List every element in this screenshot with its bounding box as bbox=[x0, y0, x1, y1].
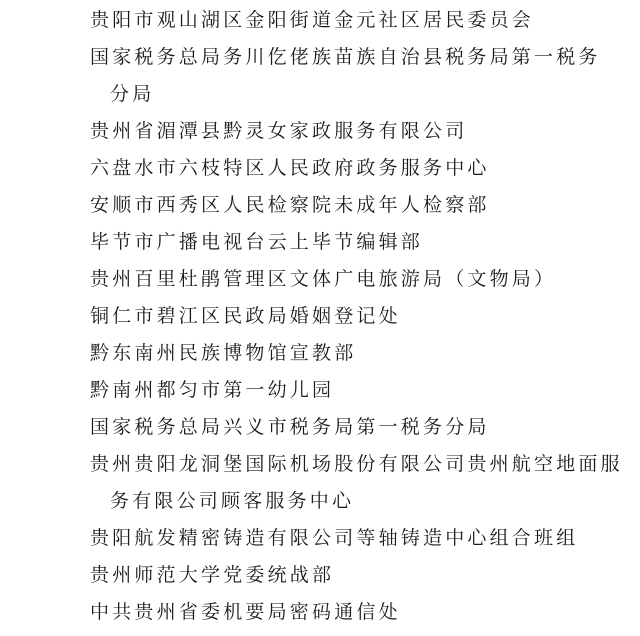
entry-line: 黔东南州民族博物馆宣教部 bbox=[90, 342, 357, 364]
entry-line-continuation: 务有限公司顾客服务中心 bbox=[110, 490, 355, 512]
list-item bbox=[90, 261, 620, 298]
list-item bbox=[90, 187, 620, 224]
entry-line: 黔南州都匀市第一幼儿园 bbox=[90, 379, 335, 401]
list-item bbox=[90, 446, 623, 520]
entry-line: 安顺市西秀区人民检察院未成年人检察部 bbox=[90, 194, 490, 216]
list-item bbox=[90, 372, 620, 409]
list-item bbox=[90, 409, 620, 446]
entry-line: 贵阳航发精密铸造有限公司等轴铸造中心组合班组 bbox=[90, 527, 579, 549]
entry-line: 铜仁市碧江区民政局婚姻登记处 bbox=[90, 305, 401, 327]
list-item bbox=[90, 520, 620, 557]
list-item bbox=[90, 39, 620, 113]
entry-line-continuation: 分局 bbox=[110, 83, 155, 105]
list-item bbox=[90, 113, 620, 150]
entry-line: 国家税务总局兴义市税务局第一税务分局 bbox=[90, 416, 490, 438]
entry-line: 毕节市广播电视台云上毕节编辑部 bbox=[90, 231, 424, 253]
entry-line: 贵阳市观山湖区金阳街道金元社区居民委员会 bbox=[90, 9, 535, 31]
entry-line: 国家税务总局务川仡佬族苗族自治县税务局第一税务 bbox=[90, 46, 601, 68]
list-item bbox=[90, 335, 620, 372]
entry-line: 贵州贵阳龙洞堡国际机场股份有限公司贵州航空地面服 bbox=[90, 453, 623, 475]
list-item bbox=[90, 557, 620, 594]
entry-line: 贵州省湄潭县黔灵女家政服务有限公司 bbox=[90, 120, 468, 142]
entry-line: 中共贵州省委机要局密码通信处 bbox=[90, 601, 401, 623]
entry-line: 六盘水市六枝特区人民政府政务服务中心 bbox=[90, 157, 490, 179]
list-item bbox=[90, 150, 620, 187]
list-item bbox=[90, 2, 620, 39]
list-item bbox=[90, 224, 620, 261]
entry-line: 贵州百里杜鹃管理区文体广电旅游局（文物局） bbox=[90, 268, 557, 290]
list-item bbox=[90, 594, 620, 631]
list-item bbox=[90, 298, 620, 335]
entry-line: 贵州师范大学党委统战部 bbox=[90, 564, 335, 586]
